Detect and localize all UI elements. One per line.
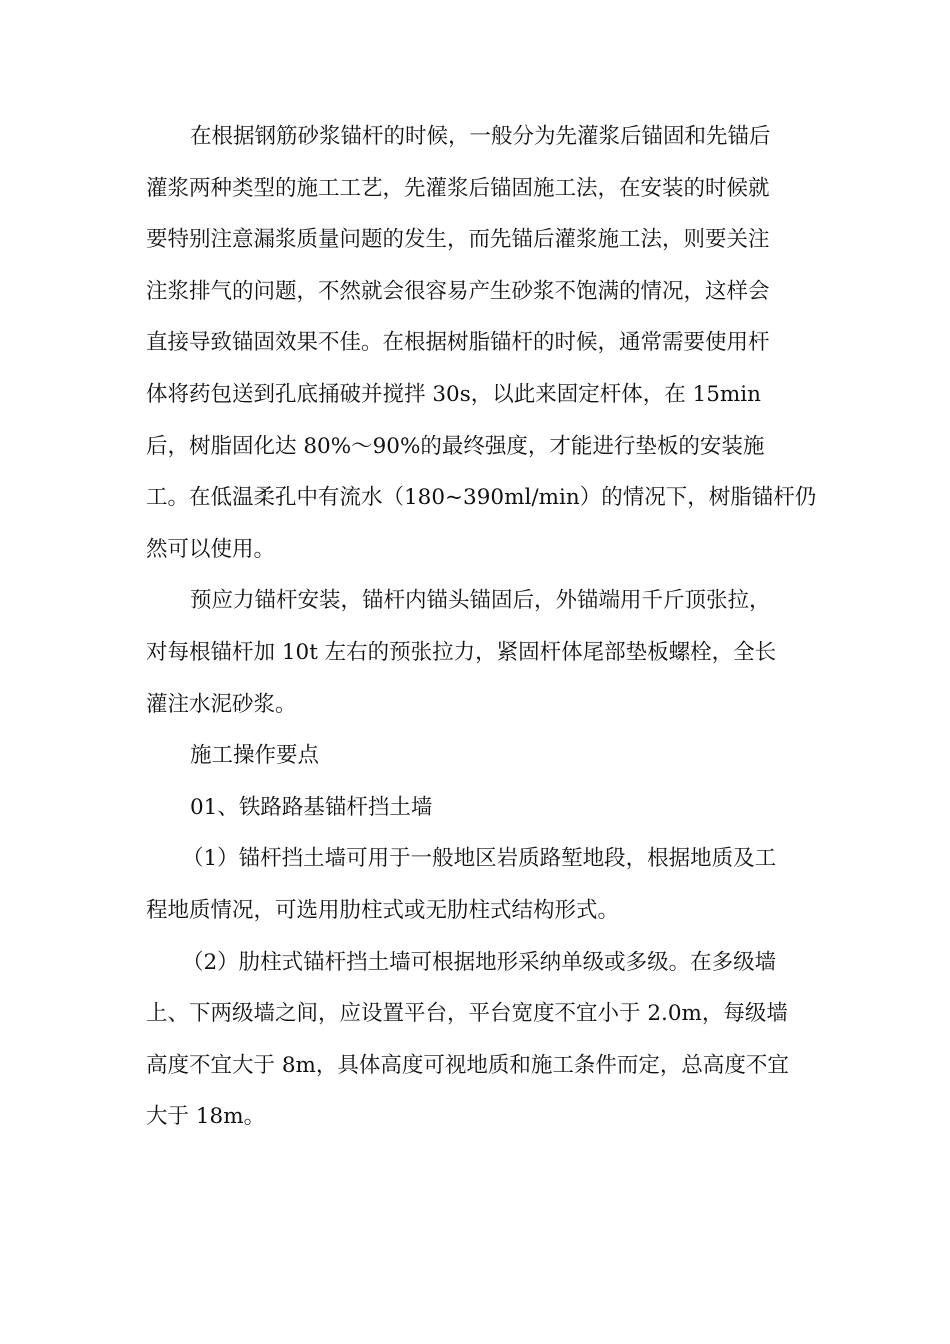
paragraph-anchor-methods [146,111,817,575]
subsection-heading [146,782,810,834]
paragraph-prestressed-anchor [146,575,810,730]
text-line: 后，树脂固化达 80%～90%的最终强度，才能进行垫板的安装施 [146,433,765,459]
text-line: 灌注水泥砂浆。 [146,691,297,717]
document-body [146,111,817,1143]
text-line: 体将药包送到孔底捅破并搅拌 30s，以此来固定杆体，在 15min [146,381,762,407]
text-line: 然可以使用。 [146,536,276,562]
subheading-text: 01、铁路路基锚杆挡土墙 [190,794,433,820]
text-line: 大于 18m。 [146,1104,266,1130]
text-line: 高度不宜大于 8m，具体高度可视地质和施工条件而定，总高度不宜 [146,1052,789,1078]
text-line: 要特别注意漏浆质量问题的发生，而先锚后灌浆施工法，则要关注 [146,227,770,253]
text-line: 直接导致锚固效果不佳。在根据树脂锚杆的时候，通常需要使用杆 [146,330,770,356]
section-heading [146,730,810,782]
text-line: 预应力锚杆安装，锚杆内锚头锚固后，外锚端用千斤顶张拉， [190,588,771,614]
text-line: 注浆排气的问题，不然就会很容易产生砂浆不饱满的情况，这样会 [146,278,770,304]
text-line: 上、下两级墙之间，应设置平台，平台宽度不宜小于 2.0m，每级墙 [146,1001,788,1027]
list-item-1 [146,833,810,936]
list-item-2 [146,937,810,1143]
text-line: （2）肋柱式锚杆挡土墙可根据地形采纳单级或多级。在多级墙 [182,949,777,975]
text-line: 对每根锚杆加 10t 左右的预张拉力，紧固杆体尾部垫板螺栓，全长 [146,639,777,665]
text-line: 灌浆两种类型的施工工艺，先灌浆后锚固施工法，在安装的时候就 [146,175,770,201]
heading-text: 施工操作要点 [190,743,320,769]
text-line: 在根据钢筋砂浆锚杆的时候，一般分为先灌浆后锚固和先锚后 [190,124,771,149]
text-line: （1）锚杆挡土墙可用于一般地区岩质路堑地段，根据地质及工 [182,846,777,872]
text-line: 工。在低温柔孔中有流水（180~390ml/min）的情况下，树脂锚杆仍 [146,485,817,511]
text-line: 程地质情况，可选用肋柱式或无肋柱式结构形式。 [146,897,620,923]
